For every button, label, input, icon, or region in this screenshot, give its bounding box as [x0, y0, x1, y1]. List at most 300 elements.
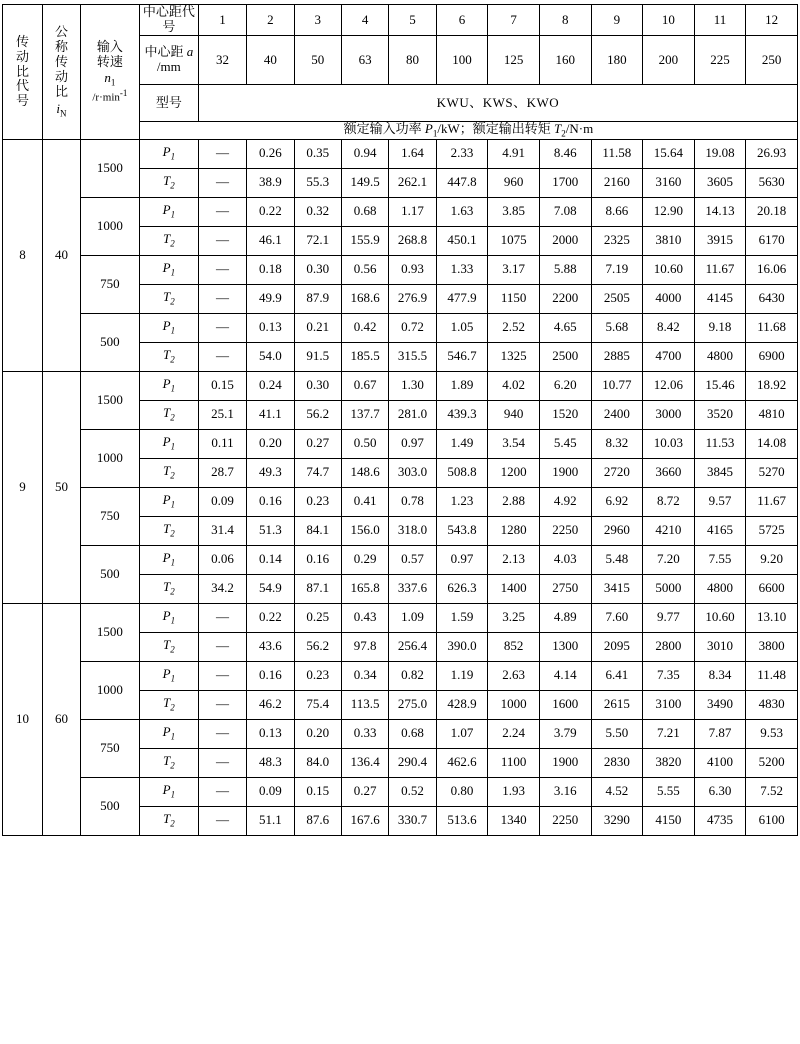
cell-g0-s0-p1-1: — — [198, 139, 246, 168]
center-distance-1: 32 — [198, 36, 246, 85]
cell-g0-s2-p1-8: 5.88 — [539, 255, 591, 284]
cell-g1-s3-t2-10: 5000 — [643, 574, 695, 603]
cell-g2-s0-p1-6: 1.59 — [436, 603, 488, 632]
cell-g0-s0-p1-2: 0.26 — [247, 139, 294, 168]
cell-g2-s3-p1-6: 0.80 — [436, 777, 488, 806]
row-label-p1: $P_1$ — [139, 197, 198, 226]
cell-g0-s2-t2-2: 49.9 — [247, 284, 294, 313]
cell-g2-s1-t2-7: 1000 — [488, 690, 540, 719]
header-input-speed-unit-exponent: -1 — [119, 87, 128, 98]
cell-g0-s1-p1-4: 0.68 — [341, 197, 388, 226]
cell-g1-s2-t2-6: 543.8 — [436, 516, 488, 545]
cell-g0-s2-p1-2: 0.18 — [247, 255, 294, 284]
header-nominal-ratio-subscript: N — [60, 108, 67, 119]
cell-g2-s3-t2-12: 6100 — [746, 806, 798, 835]
cell-g1-s0-p1-10: 12.06 — [643, 371, 695, 400]
rated-torque-prefix: 额定输出转矩 — [472, 121, 555, 136]
cell-g1-s3-t2-5: 337.6 — [389, 574, 436, 603]
cell-g1-s0-p1-5: 1.30 — [389, 371, 436, 400]
cell-g0-s0-t2-7: 960 — [488, 168, 540, 197]
header-code-5: 5 — [389, 5, 436, 36]
ratio-code-value-g2: 10 — [3, 603, 43, 835]
table-row — [3, 777, 798, 806]
cell-g0-s3-p1-3: 0.21 — [294, 313, 341, 342]
cell-g2-s2-t2-7: 1100 — [488, 748, 540, 777]
cell-g1-s3-t2-4: 165.8 — [341, 574, 388, 603]
center-distance-9: 180 — [591, 36, 643, 85]
header-row-codes — [3, 5, 798, 36]
row-label-t2: $T_2$ — [139, 748, 198, 777]
cell-g1-s3-t2-2: 54.9 — [247, 574, 294, 603]
row-label-p1: $P_1$ — [139, 661, 198, 690]
cell-g2-s0-p1-2: 0.22 — [247, 603, 294, 632]
cell-g2-s1-t2-12: 4830 — [746, 690, 798, 719]
cell-g2-s2-p1-2: 0.13 — [247, 719, 294, 748]
header-code-8: 8 — [539, 5, 591, 36]
cell-g2-s1-t2-2: 46.2 — [247, 690, 294, 719]
cell-g0-s3-p1-8: 4.65 — [539, 313, 591, 342]
speed-g2-s2: 750 — [80, 719, 139, 777]
cell-g2-s1-p1-11: 8.34 — [694, 661, 746, 690]
cell-g0-s3-t2-7: 1325 — [488, 342, 540, 371]
cell-g2-s1-t2-4: 113.5 — [341, 690, 388, 719]
cell-g2-s1-t2-6: 428.9 — [436, 690, 488, 719]
row-label-p1: $P_1$ — [139, 371, 198, 400]
cell-g1-s1-p1-8: 5.45 — [539, 429, 591, 458]
cell-g2-s2-t2-10: 3820 — [643, 748, 695, 777]
speed-g2-s3: 500 — [80, 777, 139, 835]
cell-g0-s1-t2-4: 155.9 — [341, 226, 388, 255]
row-label-p1: $P_1$ — [139, 719, 198, 748]
cell-g2-s1-p1-12: 11.48 — [746, 661, 798, 690]
cell-g0-s3-t2-11: 4800 — [694, 342, 746, 371]
table-row — [3, 313, 798, 342]
cell-g1-s1-p1-6: 1.49 — [436, 429, 488, 458]
cell-g2-s0-t2-12: 3800 — [746, 632, 798, 661]
cell-g2-s0-p1-4: 0.43 — [341, 603, 388, 632]
cell-g2-s3-t2-9: 3290 — [591, 806, 643, 835]
cell-g1-s0-t2-2: 41.1 — [247, 400, 294, 429]
cell-g0-s3-p1-6: 1.05 — [436, 313, 488, 342]
cell-g0-s0-p1-6: 2.33 — [436, 139, 488, 168]
cell-g0-s3-p1-7: 2.52 — [488, 313, 540, 342]
cell-g0-s1-p1-1: — — [198, 197, 246, 226]
nominal-ratio-value-g1: 50 — [43, 371, 81, 603]
table-row — [3, 371, 798, 400]
cell-g1-s1-t2-8: 1900 — [539, 458, 591, 487]
speed-g2-s0: 1500 — [80, 603, 139, 661]
rated-power-subscript: 1 — [432, 128, 438, 139]
cell-g1-s3-p1-7: 2.13 — [488, 545, 540, 574]
cell-g0-s3-p1-11: 9.18 — [694, 313, 746, 342]
cell-g2-s0-p1-8: 4.89 — [539, 603, 591, 632]
cell-g2-s1-p1-5: 0.82 — [389, 661, 436, 690]
cell-g1-s0-t2-4: 137.7 — [341, 400, 388, 429]
cell-g2-s2-t2-9: 2830 — [591, 748, 643, 777]
cell-g1-s1-p1-2: 0.20 — [247, 429, 294, 458]
cell-g0-s2-p1-10: 10.60 — [643, 255, 695, 284]
cell-g1-s0-t2-6: 439.3 — [436, 400, 488, 429]
table-row — [3, 661, 798, 690]
cell-g2-s2-p1-11: 7.87 — [694, 719, 746, 748]
row-label-p1: $P_1$ — [139, 255, 198, 284]
table-row — [3, 255, 798, 284]
rated-power-prefix: 额定输入功率 — [343, 121, 425, 136]
cell-g2-s0-p1-11: 10.60 — [694, 603, 746, 632]
row-label-t2: $T_2$ — [139, 226, 198, 255]
cell-g2-s3-t2-4: 167.6 — [341, 806, 388, 835]
center-distance-8: 160 — [539, 36, 591, 85]
cell-g2-s2-p1-10: 7.21 — [643, 719, 695, 748]
cell-g1-s2-p1-10: 8.72 — [643, 487, 695, 516]
header-code-1: 1 — [198, 5, 246, 36]
header-center-distance-unit: /mm — [156, 59, 181, 74]
cell-g2-s1-t2-9: 2615 — [591, 690, 643, 719]
cell-g0-s2-t2-11: 4145 — [694, 284, 746, 313]
cell-g1-s2-p1-1: 0.09 — [198, 487, 246, 516]
cell-g0-s0-p1-5: 1.64 — [389, 139, 436, 168]
cell-g0-s3-p1-12: 11.68 — [746, 313, 798, 342]
cell-g1-s1-p1-4: 0.50 — [341, 429, 388, 458]
cell-g1-s2-t2-7: 1280 — [488, 516, 540, 545]
cell-g1-s3-t2-9: 3415 — [591, 574, 643, 603]
cell-g2-s3-t2-6: 513.6 — [436, 806, 488, 835]
cell-g1-s1-t2-9: 2720 — [591, 458, 643, 487]
cell-g1-s3-p1-1: 0.06 — [198, 545, 246, 574]
cell-g2-s2-t2-3: 84.0 — [294, 748, 341, 777]
cell-g2-s3-p1-7: 1.93 — [488, 777, 540, 806]
table-row — [3, 603, 798, 632]
cell-g1-s3-p1-10: 7.20 — [643, 545, 695, 574]
cell-g0-s1-t2-10: 3810 — [643, 226, 695, 255]
row-label-p1: $P_1$ — [139, 313, 198, 342]
cell-g1-s0-t2-12: 4810 — [746, 400, 798, 429]
cell-g1-s1-p1-7: 3.54 — [488, 429, 540, 458]
cell-g1-s1-t2-7: 1200 — [488, 458, 540, 487]
cell-g1-s3-p1-12: 9.20 — [746, 545, 798, 574]
cell-g2-s0-t2-9: 2095 — [591, 632, 643, 661]
cell-g1-s3-p1-8: 4.03 — [539, 545, 591, 574]
cell-g2-s2-t2-11: 4100 — [694, 748, 746, 777]
cell-g1-s2-t2-10: 4210 — [643, 516, 695, 545]
cell-g0-s2-p1-6: 1.33 — [436, 255, 488, 284]
cell-g1-s3-p1-5: 0.57 — [389, 545, 436, 574]
cell-g1-s1-t2-11: 3845 — [694, 458, 746, 487]
speed-g0-s1: 1000 — [80, 197, 139, 255]
cell-g1-s0-t2-11: 3520 — [694, 400, 746, 429]
cell-g1-s2-p1-6: 1.23 — [436, 487, 488, 516]
cell-g1-s1-t2-10: 3660 — [643, 458, 695, 487]
cell-g1-s1-t2-12: 5270 — [746, 458, 798, 487]
speed-g2-s1: 1000 — [80, 661, 139, 719]
cell-g1-s0-t2-9: 2400 — [591, 400, 643, 429]
cell-g1-s3-t2-6: 626.3 — [436, 574, 488, 603]
cell-g0-s3-p1-1: — — [198, 313, 246, 342]
cell-g0-s1-t2-8: 2000 — [539, 226, 591, 255]
header-model-label: 型号 — [139, 85, 198, 122]
cell-g0-s0-p1-10: 15.64 — [643, 139, 695, 168]
spec-table-page — [0, 4, 800, 1044]
cell-g2-s3-p1-12: 7.52 — [746, 777, 798, 806]
center-distance-12: 250 — [746, 36, 798, 85]
cell-g1-s2-p1-4: 0.41 — [341, 487, 388, 516]
header-center-distance-text: 中心距 — [144, 44, 184, 60]
cell-g0-s0-p1-3: 0.35 — [294, 139, 341, 168]
header-model-value: KWU、KWS、KWO — [198, 85, 797, 122]
speed-g1-s2: 750 — [80, 487, 139, 545]
cell-g0-s3-p1-2: 0.13 — [247, 313, 294, 342]
cell-g0-s1-p1-8: 7.08 — [539, 197, 591, 226]
header-code-3: 3 — [294, 5, 341, 36]
cell-g1-s3-p1-6: 0.97 — [436, 545, 488, 574]
cell-g0-s0-p1-12: 26.93 — [746, 139, 798, 168]
cell-g2-s1-t2-11: 3490 — [694, 690, 746, 719]
cell-g0-s2-t2-3: 87.9 — [294, 284, 341, 313]
cell-g1-s2-t2-12: 5725 — [746, 516, 798, 545]
cell-g0-s2-t2-5: 276.9 — [389, 284, 436, 313]
cell-g1-s0-p1-6: 1.89 — [436, 371, 488, 400]
cell-g2-s3-t2-2: 51.1 — [247, 806, 294, 835]
cell-g0-s3-p1-9: 5.68 — [591, 313, 643, 342]
cell-g1-s2-p1-2: 0.16 — [247, 487, 294, 516]
cell-g0-s1-p1-9: 8.66 — [591, 197, 643, 226]
header-input-speed-subscript: 1 — [110, 77, 116, 88]
cell-g1-s2-t2-1: 31.4 — [198, 516, 246, 545]
header-input-speed-unit: /r·min — [92, 91, 120, 104]
speed-g1-s0: 1500 — [80, 371, 139, 429]
header-code-11: 11 — [694, 5, 746, 36]
cell-g2-s3-p1-3: 0.15 — [294, 777, 341, 806]
cell-g1-s0-p1-9: 10.77 — [591, 371, 643, 400]
table-row — [3, 197, 798, 226]
cell-g0-s2-p1-7: 3.17 — [488, 255, 540, 284]
cell-g0-s3-t2-3: 91.5 — [294, 342, 341, 371]
cell-g2-s0-t2-11: 3010 — [694, 632, 746, 661]
cell-g2-s0-t2-5: 256.4 — [389, 632, 436, 661]
cell-g1-s0-p1-3: 0.30 — [294, 371, 341, 400]
cell-g0-s1-t2-12: 6170 — [746, 226, 798, 255]
header-code-10: 10 — [643, 5, 695, 36]
row-label-p1: $P_1$ — [139, 545, 198, 574]
speed-g0-s3: 500 — [80, 313, 139, 371]
row-label-p1: $P_1$ — [139, 487, 198, 516]
header-code-12: 12 — [746, 5, 798, 36]
row-label-t2: $T_2$ — [139, 516, 198, 545]
cell-g2-s3-p1-10: 5.55 — [643, 777, 695, 806]
cell-g1-s1-t2-6: 508.8 — [436, 458, 488, 487]
cell-g1-s2-t2-2: 51.3 — [247, 516, 294, 545]
cell-g1-s2-t2-4: 156.0 — [341, 516, 388, 545]
center-distance-10: 200 — [643, 36, 695, 85]
cell-g1-s3-t2-7: 1400 — [488, 574, 540, 603]
cell-g0-s0-t2-3: 55.3 — [294, 168, 341, 197]
cell-g1-s0-t2-5: 281.0 — [389, 400, 436, 429]
cell-g1-s2-p1-7: 2.88 — [488, 487, 540, 516]
cell-g0-s1-p1-7: 3.85 — [488, 197, 540, 226]
cell-g2-s3-t2-11: 4735 — [694, 806, 746, 835]
cell-g2-s3-p1-1: — — [198, 777, 246, 806]
cell-g0-s1-t2-6: 450.1 — [436, 226, 488, 255]
row-label-t2: $T_2$ — [139, 400, 198, 429]
cell-g1-s0-t2-8: 1520 — [539, 400, 591, 429]
row-label-t2: $T_2$ — [139, 574, 198, 603]
cell-g2-s2-p1-12: 9.53 — [746, 719, 798, 748]
cell-g0-s2-p1-11: 11.67 — [694, 255, 746, 284]
cell-g0-s3-t2-6: 546.7 — [436, 342, 488, 371]
cell-g0-s3-p1-5: 0.72 — [389, 313, 436, 342]
cell-g1-s3-t2-1: 34.2 — [198, 574, 246, 603]
cell-g1-s2-t2-11: 4165 — [694, 516, 746, 545]
speed-g1-s1: 1000 — [80, 429, 139, 487]
cell-g1-s0-p1-4: 0.67 — [341, 371, 388, 400]
cell-g0-s0-t2-12: 5630 — [746, 168, 798, 197]
row-label-t2: $T_2$ — [139, 806, 198, 835]
table-row — [3, 487, 798, 516]
cell-g2-s2-t2-8: 1900 — [539, 748, 591, 777]
row-label-p1: $P_1$ — [139, 429, 198, 458]
cell-g2-s2-p1-4: 0.33 — [341, 719, 388, 748]
cell-g1-s0-t2-7: 940 — [488, 400, 540, 429]
cell-g2-s0-t2-4: 97.8 — [341, 632, 388, 661]
header-nominal-ratio-label: 公称传动比 — [54, 24, 68, 99]
cell-g0-s2-p1-9: 7.19 — [591, 255, 643, 284]
speed-g0-s0: 1500 — [80, 139, 139, 197]
center-distance-11: 225 — [694, 36, 746, 85]
cell-g2-s1-p1-9: 6.41 — [591, 661, 643, 690]
cell-g2-s2-t2-6: 462.6 — [436, 748, 488, 777]
cell-g1-s3-t2-12: 6600 — [746, 574, 798, 603]
cell-g2-s1-p1-8: 4.14 — [539, 661, 591, 690]
header-code-7: 7 — [488, 5, 540, 36]
rated-torque-subscript: 2 — [561, 128, 566, 139]
speed-g0-s2: 750 — [80, 255, 139, 313]
cell-g2-s3-p1-2: 0.09 — [247, 777, 294, 806]
rated-torque-unit: /N·m — [565, 121, 594, 136]
cell-g2-s0-p1-5: 1.09 — [389, 603, 436, 632]
rated-power-symbol: P — [424, 121, 433, 136]
cell-g0-s1-p1-2: 0.22 — [247, 197, 294, 226]
cell-g0-s1-p1-5: 1.17 — [389, 197, 436, 226]
row-label-p1: $P_1$ — [139, 139, 198, 168]
cell-g2-s2-p1-5: 0.68 — [389, 719, 436, 748]
cell-g2-s1-t2-5: 275.0 — [389, 690, 436, 719]
cell-g0-s3-t2-4: 185.5 — [341, 342, 388, 371]
cell-g1-s2-p1-9: 6.92 — [591, 487, 643, 516]
cell-g0-s3-t2-12: 6900 — [746, 342, 798, 371]
cell-g0-s2-t2-8: 2200 — [539, 284, 591, 313]
cell-g2-s0-p1-3: 0.25 — [294, 603, 341, 632]
cell-g0-s2-t2-12: 6430 — [746, 284, 798, 313]
cell-g2-s0-p1-9: 7.60 — [591, 603, 643, 632]
cell-g0-s1-t2-2: 46.1 — [247, 226, 294, 255]
cell-g0-s2-p1-5: 0.93 — [389, 255, 436, 284]
cell-g1-s1-p1-10: 10.03 — [643, 429, 695, 458]
cell-g0-s3-t2-9: 2885 — [591, 342, 643, 371]
header-code-4: 4 — [341, 5, 388, 36]
cell-g0-s2-t2-9: 2505 — [591, 284, 643, 313]
nominal-ratio-value-g2: 60 — [43, 603, 81, 835]
cell-g1-s2-t2-3: 84.1 — [294, 516, 341, 545]
row-label-t2: $T_2$ — [139, 342, 198, 371]
cell-g1-s3-p1-2: 0.14 — [247, 545, 294, 574]
cell-g1-s1-p1-11: 11.53 — [694, 429, 746, 458]
cell-g0-s0-p1-11: 19.08 — [694, 139, 746, 168]
row-label-t2: $T_2$ — [139, 632, 198, 661]
center-distance-6: 100 — [436, 36, 488, 85]
cell-g1-s0-t2-10: 3000 — [643, 400, 695, 429]
cell-g0-s2-t2-7: 1150 — [488, 284, 540, 313]
cell-g1-s0-p1-11: 15.46 — [694, 371, 746, 400]
cell-g1-s2-p1-3: 0.23 — [294, 487, 341, 516]
cell-g1-s0-p1-2: 0.24 — [247, 371, 294, 400]
gear-rating-table — [2, 4, 798, 836]
cell-g1-s2-t2-5: 318.0 — [389, 516, 436, 545]
cell-g1-s3-p1-3: 0.16 — [294, 545, 341, 574]
header-code-6: 6 — [436, 5, 488, 36]
cell-g0-s0-p1-4: 0.94 — [341, 139, 388, 168]
header-rated-label — [139, 122, 797, 140]
cell-g2-s2-t2-1: — — [198, 748, 246, 777]
cell-g1-s1-t2-1: 28.7 — [198, 458, 246, 487]
cell-g1-s2-p1-8: 4.92 — [539, 487, 591, 516]
cell-g2-s3-t2-1: — — [198, 806, 246, 835]
cell-g0-s1-t2-5: 268.8 — [389, 226, 436, 255]
cell-g0-s3-t2-8: 2500 — [539, 342, 591, 371]
cell-g1-s1-t2-4: 148.6 — [341, 458, 388, 487]
cell-g0-s0-t2-5: 262.1 — [389, 168, 436, 197]
rated-torque-symbol: T — [554, 121, 562, 136]
cell-g2-s1-p1-4: 0.34 — [341, 661, 388, 690]
header-code-9: 9 — [591, 5, 643, 36]
cell-g2-s0-t2-7: 852 — [488, 632, 540, 661]
cell-g0-s0-p1-7: 4.91 — [488, 139, 540, 168]
cell-g0-s1-t2-11: 3915 — [694, 226, 746, 255]
cell-g1-s1-t2-5: 303.0 — [389, 458, 436, 487]
cell-g2-s1-p1-10: 7.35 — [643, 661, 695, 690]
cell-g0-s3-t2-5: 315.5 — [389, 342, 436, 371]
cell-g2-s0-t2-10: 2800 — [643, 632, 695, 661]
row-label-p1: $P_1$ — [139, 777, 198, 806]
cell-g0-s3-t2-10: 4700 — [643, 342, 695, 371]
cell-g2-s0-p1-7: 3.25 — [488, 603, 540, 632]
cell-g1-s3-p1-4: 0.29 — [341, 545, 388, 574]
cell-g1-s2-t2-9: 2960 — [591, 516, 643, 545]
cell-g2-s2-t2-12: 5200 — [746, 748, 798, 777]
cell-g0-s3-p1-4: 0.42 — [341, 313, 388, 342]
cell-g2-s1-p1-2: 0.16 — [247, 661, 294, 690]
center-distance-3: 50 — [294, 36, 341, 85]
cell-g1-s0-p1-12: 18.92 — [746, 371, 798, 400]
cell-g1-s0-p1-7: 4.02 — [488, 371, 540, 400]
cell-g2-s0-p1-10: 9.77 — [643, 603, 695, 632]
cell-g0-s1-p1-12: 20.18 — [746, 197, 798, 226]
cell-g0-s2-p1-4: 0.56 — [341, 255, 388, 284]
header-input-speed-label: 输入转速 — [96, 38, 123, 69]
cell-g0-s2-p1-1: — — [198, 255, 246, 284]
header-code-2: 2 — [247, 5, 294, 36]
cell-g2-s2-p1-1: — — [198, 719, 246, 748]
cell-g2-s1-t2-10: 3100 — [643, 690, 695, 719]
cell-g0-s1-p1-3: 0.32 — [294, 197, 341, 226]
cell-g0-s1-t2-7: 1075 — [488, 226, 540, 255]
cell-g0-s1-p1-6: 1.63 — [436, 197, 488, 226]
cell-g2-s3-p1-5: 0.52 — [389, 777, 436, 806]
cell-g2-s0-t2-6: 390.0 — [436, 632, 488, 661]
header-center-distance-code-label: 中心距代号 — [139, 5, 198, 36]
cell-g0-s2-t2-1: — — [198, 284, 246, 313]
row-label-t2: $T_2$ — [139, 690, 198, 719]
cell-g1-s0-t2-3: 56.2 — [294, 400, 341, 429]
